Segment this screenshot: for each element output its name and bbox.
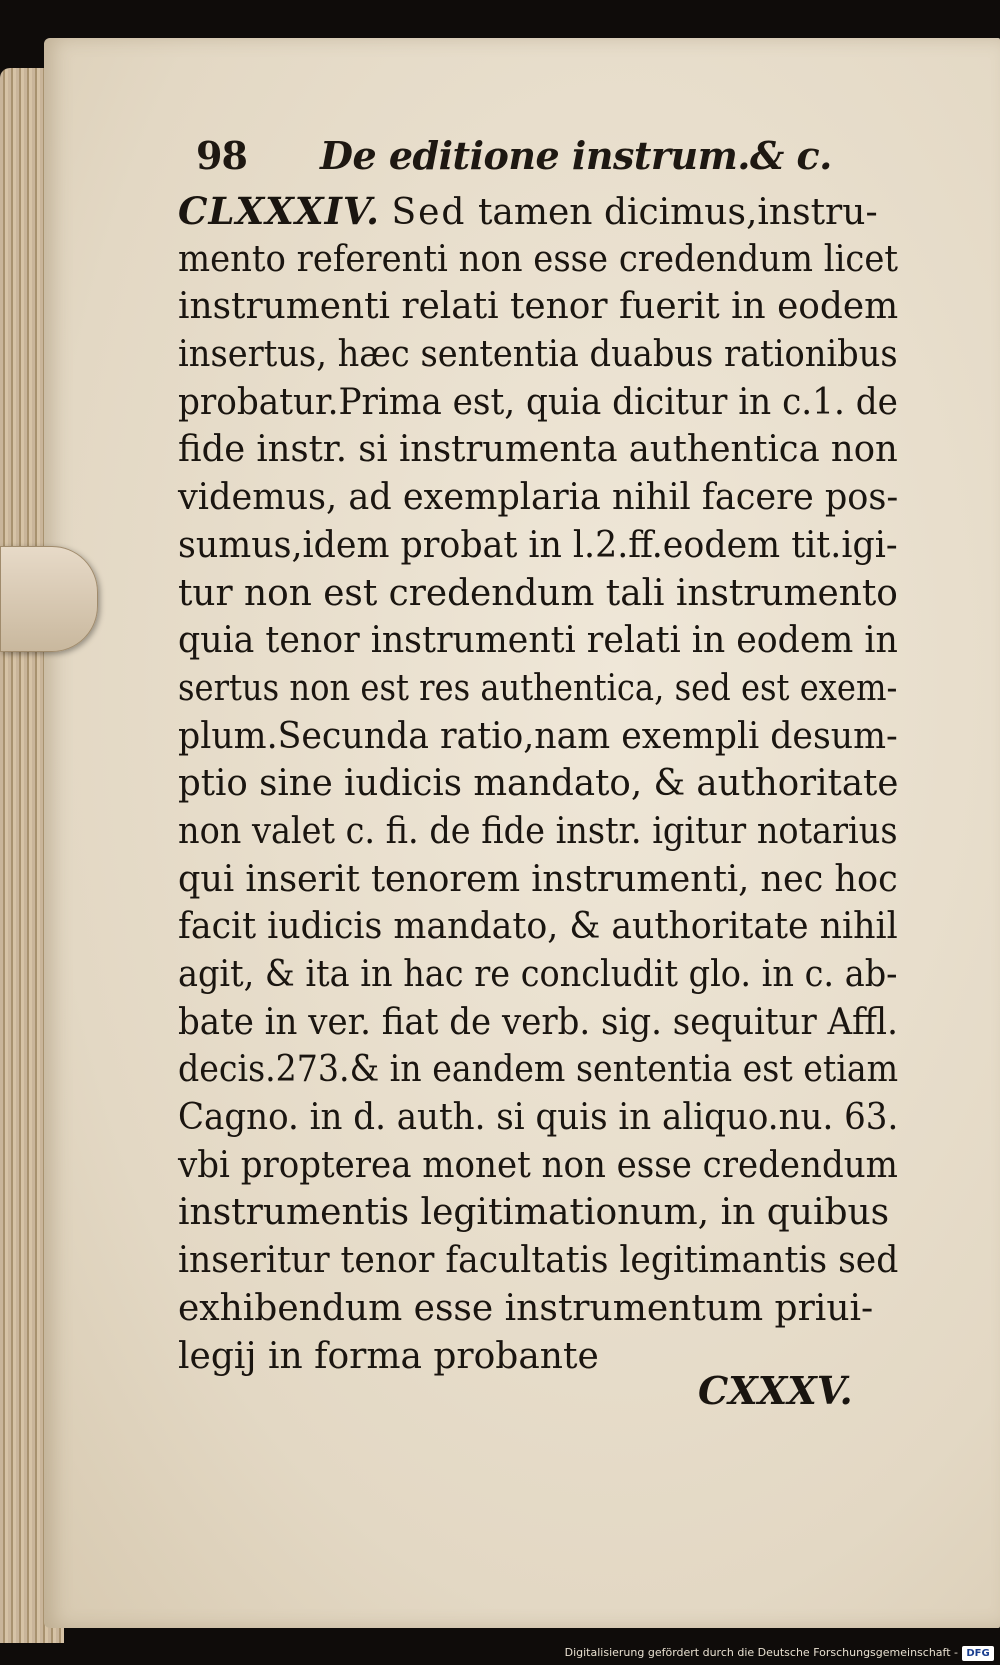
catchword: CXXXV. xyxy=(698,1368,853,1413)
text-line: exhibendum esse instrumentum priui- xyxy=(178,1287,874,1329)
text-line: sumus,idem probat in l.2.ff.eodem tit.igi- xyxy=(178,524,898,566)
text-line: instrumentis legitimationum, in quibus xyxy=(178,1192,890,1234)
text-line: probatur.Prima est, quia dicitur in c.1. de xyxy=(178,381,898,423)
text-line: instrumenti relati tenor fuerit in eodem xyxy=(178,286,899,328)
section-number: CLXXXIV. xyxy=(178,189,381,233)
text-line: decis.273.& in eandem sententia est etiam xyxy=(178,1049,899,1091)
text-line: fide instr. si instrumenta authentica non xyxy=(178,429,898,471)
page-header xyxy=(196,133,896,185)
book-scan xyxy=(0,28,1000,1643)
text-line: vbi propterea monet non esse credendum xyxy=(178,1144,898,1186)
text-line: bate in ver. fiat de verb. sig. sequitur Affl. xyxy=(178,1001,898,1043)
section-lead: Sed xyxy=(391,192,467,233)
text-line: insertus, hæc sententia duabus rationibus xyxy=(178,334,898,376)
text-line: videmus, ad exemplaria nihil facere pos- xyxy=(178,477,899,519)
text-line: plum.Secunda ratio,nam exempli desum- xyxy=(178,715,898,757)
dfg-logo: DFG xyxy=(962,1646,994,1661)
running-title: De editione instrum.& c. xyxy=(320,133,832,178)
body-text xyxy=(178,188,898,1380)
text-line: qui inserit tenorem instrumenti, nec hoc xyxy=(178,858,898,900)
text-line: quia tenor instrumenti relati in eodem in xyxy=(178,620,898,662)
text-line: legij in forma probante xyxy=(178,1335,599,1377)
book-clasp xyxy=(0,546,98,652)
first-line-text: tamen dicimus,instru- xyxy=(477,192,878,233)
funding-credit: Digitalisierung gefördert durch die Deutsche Forschungsgemeinschaft - xyxy=(564,1646,958,1659)
text-line: inseritur tenor facultatis legitimantis sed xyxy=(178,1240,899,1282)
text-line: tur non est credendum tali instrumento xyxy=(178,572,898,614)
text-line: Cagno. in d. auth. si quis in aliquo.nu. 63. xyxy=(178,1097,899,1139)
text-line: ptio sine iudicis mandato, & authoritate xyxy=(178,763,899,805)
page-number: 98 xyxy=(196,133,247,178)
text-line: agit, & ita in hac re concludit glo. in c. ab- xyxy=(178,954,898,995)
text-line: non valet c. fi. de fide instr. igitur notarius xyxy=(178,810,898,852)
footer-bar xyxy=(0,1643,1000,1665)
text-line: facit iudicis mandato, & authoritate nihil xyxy=(178,906,898,948)
text-line: mento referenti non esse credendum licet xyxy=(178,238,898,280)
first-line xyxy=(178,188,898,236)
text-line: sertus non est res authentica, sed est exem- xyxy=(178,667,898,709)
